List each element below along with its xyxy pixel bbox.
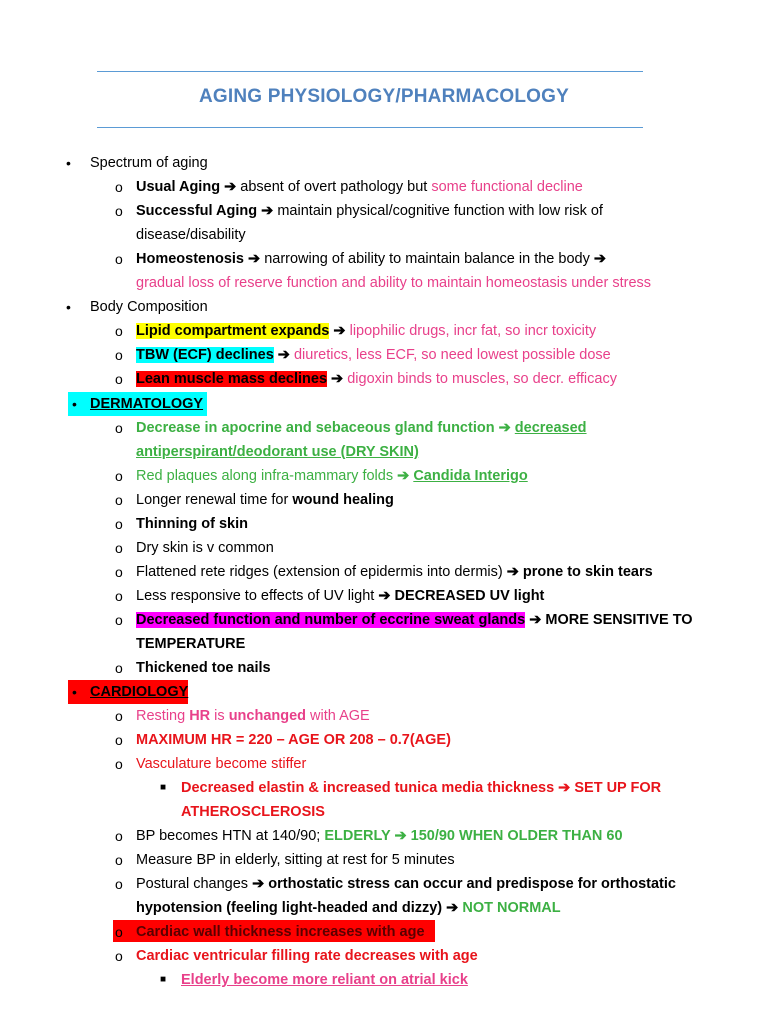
bullet-circle: o <box>115 492 123 508</box>
arrow-icon: ➔ <box>261 203 274 219</box>
bullet-circle: o <box>115 612 123 628</box>
filling-rate-item: Cardiac ventricular filling rate decreases with age <box>136 948 478 964</box>
lipid-item: Lipid compartment expands ➔ lipophilic drugs, incr fat, so incr toxicity <box>136 323 597 339</box>
bullet-circle: o <box>115 924 123 940</box>
eccrine-item: Decreased function and number of eccrine sweat glands ➔ MORE SENSITIVE TO <box>136 612 693 628</box>
dermatology-title: DERMATOLOGY <box>90 396 204 412</box>
bp-htn-item: BP becomes HTN at 140/90; ELDERLY ➔ 150/90 WHEN OLDER THAN 60 <box>136 828 623 844</box>
arrow-icon: ➔ <box>224 179 237 195</box>
usual-aging-item: Usual Aging ➔ absent of overt pathology but some functional decline <box>136 179 583 195</box>
rete-item: Flattened rete ridges (extension of epidermis into dermis) ➔ prone to skin tears <box>136 564 653 580</box>
bullet-circle: o <box>115 756 123 772</box>
eccrine-item-cont: TEMPERATURE <box>136 636 246 652</box>
cardiology-title: CARDIOLOGY <box>90 684 189 700</box>
bullet-circle: o <box>115 876 123 892</box>
max-hr-item: MAXIMUM HR = 220 – AGE OR 208 – 0.7(AGE) <box>136 732 451 748</box>
thinning-item: Thinning of skin <box>136 516 248 532</box>
dry-skin-item: Dry skin is v common <box>136 540 274 556</box>
arrow-icon: ➔ <box>252 876 265 892</box>
bullet-circle: o <box>115 468 123 484</box>
bullet-circle: o <box>115 371 123 387</box>
lean-muscle-item: Lean muscle mass declines ➔ digoxin binds to muscles, so decr. efficacy <box>136 371 617 387</box>
arrow-icon: ➔ <box>378 588 391 604</box>
arrow-icon: ➔ <box>593 251 607 267</box>
uv-item: Less responsive to effects of UV light ➔ DECREASED UV light <box>136 588 545 604</box>
successful-aging-item-cont: disease/disability <box>136 227 246 243</box>
bullet-dot: • <box>72 396 77 412</box>
postural-item: Postural changes ➔ orthostatic stress can occur and predispose for orthostatic <box>136 876 676 892</box>
postural-item-cont: hypotension (feeling light-headed and dizzy) ➔ NOT NORMAL <box>136 900 561 916</box>
wall-thickness-item: Cardiac wall thickness increases with age <box>136 924 425 940</box>
bullet-circle: o <box>115 564 123 580</box>
arrow-icon: ➔ <box>506 564 519 580</box>
bullet-circle: o <box>115 323 123 339</box>
bullet-square: ■ <box>160 974 167 985</box>
measure-bp-item: Measure BP in elderly, sitting at rest for 5 minutes <box>136 852 455 868</box>
bullet-circle: o <box>115 516 123 532</box>
title-rule <box>97 127 643 128</box>
elastin-item: Decreased elastin & increased tunica media thickness ➔ SET UP FOR <box>181 780 662 796</box>
apocrine-item: Decrease in apocrine and sebaceous gland function ➔ decreased <box>136 420 587 436</box>
bullet-square: ■ <box>160 782 167 793</box>
bullet-circle: o <box>115 948 123 964</box>
arrow-icon: ➔ <box>498 420 511 436</box>
elastin-item-cont: ATHEROSCLEROSIS <box>181 804 325 820</box>
arrow-icon: ➔ <box>394 828 407 844</box>
bullet-circle: o <box>115 420 123 436</box>
page-title: AGING PHYSIOLOGY/PHARMACOLOGY <box>199 86 569 107</box>
spectrum-heading: Spectrum of aging <box>90 155 208 171</box>
bullet-circle: o <box>115 179 123 195</box>
bullet-circle: o <box>115 588 123 604</box>
toe-nails-item: Thickened toe nails <box>136 660 271 676</box>
plaques-item: Red plaques along infra-mammary folds ➔ Candida Interigo <box>136 468 528 484</box>
body-composition-heading: Body Composition <box>90 299 208 315</box>
successful-aging-item: Successful Aging ➔ maintain physical/cognitive function with low risk of <box>136 203 603 219</box>
bullet-circle: o <box>115 251 123 267</box>
bullet-dot: • <box>66 155 71 171</box>
bullet-dot: • <box>72 684 77 700</box>
arrow-icon: ➔ <box>331 371 344 387</box>
vasculature-item: Vasculature become stiffer <box>136 756 307 772</box>
arrow-icon: ➔ <box>333 323 346 339</box>
bullet-circle: o <box>115 828 123 844</box>
bullet-circle: o <box>115 540 123 556</box>
bullet-circle: o <box>115 732 123 748</box>
renewal-item: Longer renewal time for wound healing <box>136 492 394 508</box>
bullet-dot: • <box>66 299 71 315</box>
arrow-icon: ➔ <box>529 612 542 628</box>
tbw-item: TBW (ECF) declines ➔ diuretics, less ECF, so need lowest possible dose <box>136 347 611 363</box>
bullet-circle: o <box>115 203 123 219</box>
bullet-circle: o <box>115 347 123 363</box>
atrial-kick-item: Elderly become more reliant on atrial kick <box>181 972 468 988</box>
arrow-icon: ➔ <box>277 347 290 363</box>
arrow-icon: ➔ <box>558 780 571 796</box>
resting-hr-item: Resting HR is unchanged with AGE <box>136 708 370 724</box>
arrow-icon: ➔ <box>248 251 261 267</box>
bullet-circle: o <box>115 660 123 676</box>
homeostenosis-item: Homeostenosis ➔ narrowing of ability to maintain balance in the body ➔ <box>136 251 607 267</box>
bullet-circle: o <box>115 708 123 724</box>
bullet-circle: o <box>115 852 123 868</box>
apocrine-item-cont: antiperspirant/deodorant use (DRY SKIN) <box>136 444 419 460</box>
arrow-icon: ➔ <box>446 900 459 916</box>
top-rule <box>97 71 643 72</box>
homeostenosis-item-cont: gradual loss of reserve function and ability to maintain homeostasis under stress <box>136 275 652 291</box>
arrow-icon: ➔ <box>397 468 410 484</box>
